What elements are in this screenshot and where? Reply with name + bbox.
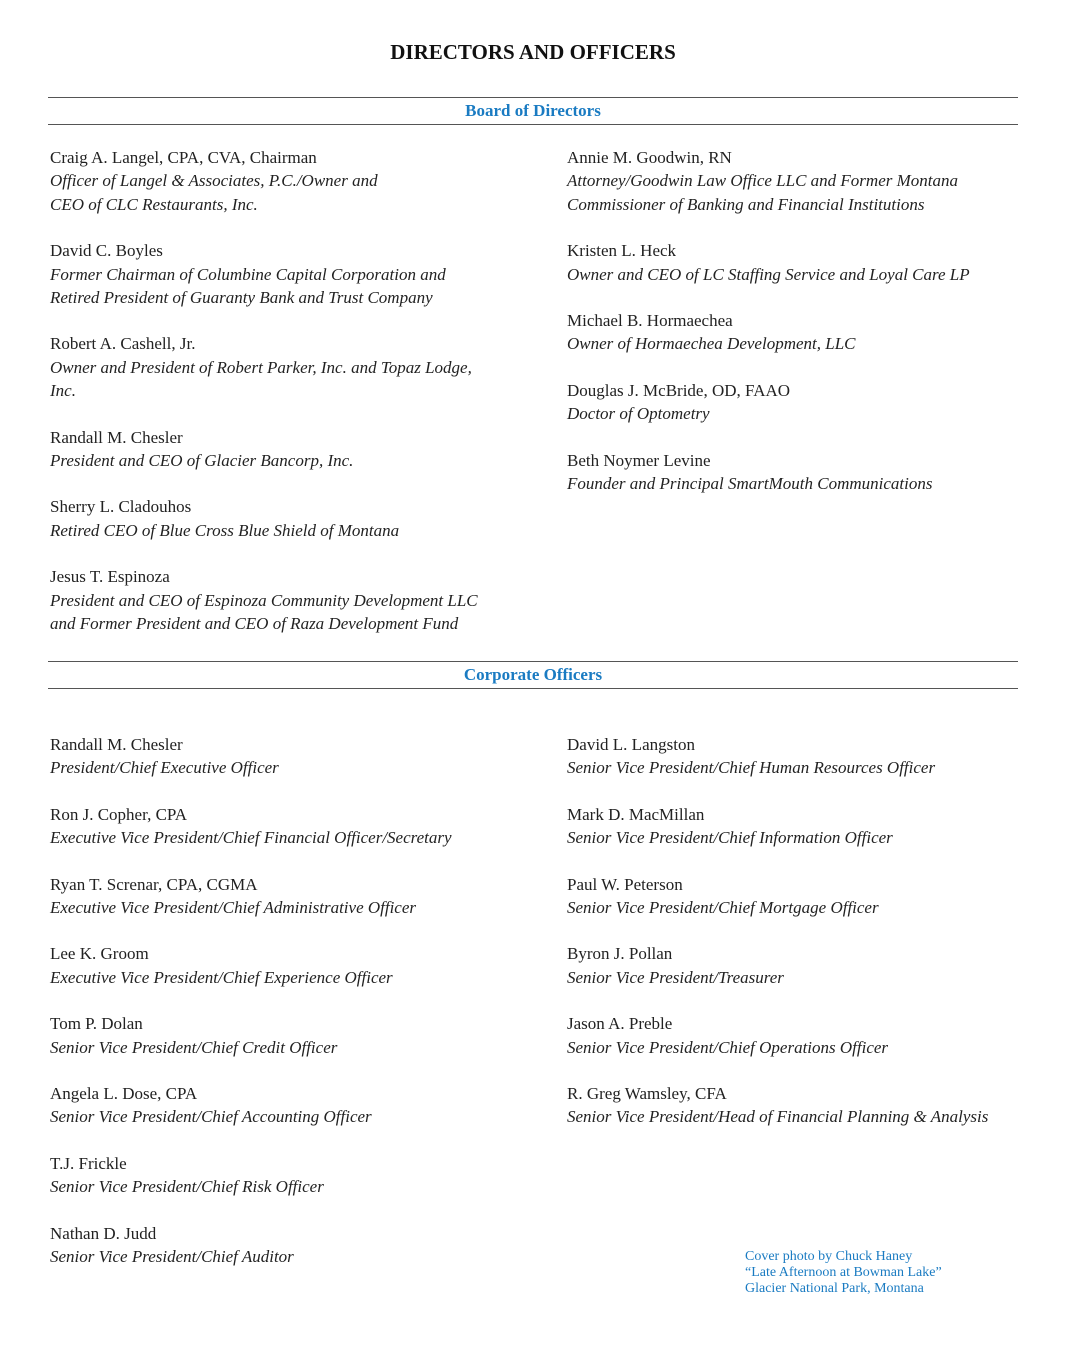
person-entry: [50, 239, 550, 309]
credit-line-location: Glacier National Park, Montana: [745, 1281, 924, 1296]
person-title-line: Owner and CEO of LC Staffing Service and Loyal Care LP: [567, 264, 970, 284]
person-entry: [567, 449, 1062, 496]
person-entry: [567, 1012, 1062, 1059]
person-entry: [50, 332, 550, 402]
person-title-line: Founder and Principal SmartMouth Communications: [567, 474, 933, 494]
person-entry: [50, 733, 550, 780]
board-left-column: [50, 146, 550, 659]
person-entry: [50, 495, 550, 542]
person-entry: [50, 942, 550, 989]
person-title-line: Senior Vice President/Chief Risk Officer: [50, 1177, 324, 1197]
person-title-line: Senior Vice President/Chief Mortgage Officer: [567, 898, 879, 918]
person-entry: [567, 733, 1062, 780]
officers-left-column: [50, 733, 550, 1292]
person-title-line: Retired President of Guaranty Bank and Trust Company: [50, 288, 433, 308]
person-entry: [567, 873, 1062, 920]
person-name: Michael B. Hormaechea: [567, 311, 733, 331]
person-title-line: Owner and President of Robert Parker, Inc. and Topaz Lodge,: [50, 357, 472, 377]
person-title-line: Executive Vice President/Chief Administrative Officer: [50, 898, 417, 918]
person-name: David C. Boyles: [50, 241, 163, 261]
person-name: Paul W. Peterson: [567, 874, 683, 894]
person-title-line: Doctor of Optometry: [567, 404, 710, 424]
person-title-line: Executive Vice President/Chief Experience Officer: [50, 967, 393, 987]
person-title-line: CEO of CLC Restaurants, Inc.: [50, 194, 258, 214]
person-title-line: Attorney/Goodwin Law Office LLC and Former Montana: [567, 171, 958, 191]
person-name: Lee K. Groom: [50, 944, 149, 964]
person-entry: [567, 309, 1062, 356]
person-name: Mark D. MacMillan: [567, 804, 705, 824]
person-name: Sherry L. Cladouhos: [50, 497, 192, 517]
person-title-line: President/Chief Executive Officer: [50, 758, 279, 778]
person-name: Beth Noymer Levine: [567, 450, 711, 470]
person-title-line: Senior Vice President/Chief Operations Officer: [567, 1037, 889, 1057]
person-entry: [567, 379, 1062, 426]
person-title-line: President and CEO of Glacier Bancorp, Inc.: [50, 451, 354, 471]
credit-line-photographer: Cover photo by Chuck Haney: [745, 1249, 913, 1264]
person-title-line: Retired CEO of Blue Cross Blue Shield of Montana: [50, 520, 400, 540]
person-name: Jesus T. Espinoza: [50, 567, 170, 587]
person-name: Byron J. Pollan: [567, 944, 673, 964]
person-name: T.J. Frickle: [50, 1153, 127, 1173]
person-name: Kristen L. Heck: [567, 241, 677, 261]
person-name: R. Greg Wamsley, CFA: [567, 1084, 727, 1104]
person-entry: [50, 873, 550, 920]
person-name: Ron J. Copher, CPA: [50, 804, 188, 824]
person-title-line: Former Chairman of Columbine Capital Corporation and: [50, 264, 446, 284]
person-entry: [567, 239, 1062, 286]
person-title-line: Commissioner of Banking and Financial Institutions: [567, 194, 925, 214]
person-name: Craig A. Langel, CPA, CVA, Chairman: [50, 148, 317, 167]
person-title-line: Inc.: [50, 381, 76, 401]
person-title-line: Officer of Langel & Associates, P.C./Owner and: [50, 171, 378, 191]
person-title-line: Owner of Hormaechea Development, LLC: [567, 334, 856, 354]
person-name: Tom P. Dolan: [50, 1014, 143, 1034]
person-name: Robert A. Cashell, Jr.: [50, 334, 196, 354]
person-entry: [50, 1152, 550, 1199]
person-name: Annie M. Goodwin, RN: [567, 148, 732, 167]
person-title-line: Senior Vice President/Head of Financial Planning & Analysis: [567, 1107, 989, 1127]
person-entry: [567, 146, 1062, 216]
officers-right-column: [567, 733, 1062, 1152]
person-title-line: President and CEO of Espinoza Community Development LLC: [50, 590, 478, 610]
cover-photo-credit: [745, 1249, 942, 1297]
person-entry: [567, 1082, 1062, 1129]
person-entry: [567, 803, 1062, 850]
person-title-line: Senior Vice President/Chief Accounting Officer: [50, 1107, 372, 1127]
page-title: DIRECTORS AND OFFICERS: [390, 40, 676, 64]
person-name: Douglas J. McBride, OD, FAAO: [567, 380, 791, 400]
person-name: Nathan D. Judd: [50, 1223, 157, 1243]
person-name: David L. Langston: [567, 735, 695, 754]
corporate-officers-heading: Corporate Officers: [48, 661, 1018, 689]
person-entry: [50, 803, 550, 850]
person-name: Randall M. Chesler: [50, 735, 183, 754]
person-title-line: Senior Vice President/Chief Credit Officer: [50, 1037, 338, 1057]
person-entry: [50, 565, 550, 635]
board-of-directors-heading: Board of Directors: [48, 97, 1018, 125]
person-title-line: Senior Vice President/Chief Auditor: [50, 1247, 294, 1267]
person-name: Ryan T. Screnar, CPA, CGMA: [50, 874, 258, 894]
person-entry: [50, 426, 550, 473]
person-name: Randall M. Chesler: [50, 427, 183, 447]
person-title-line: Senior Vice President/Chief Information Officer: [567, 828, 893, 848]
person-entry: [50, 1222, 550, 1269]
person-entry: [567, 942, 1062, 989]
person-title-line: Senior Vice President/Chief Human Resources Officer: [567, 758, 936, 778]
person-name: Angela L. Dose, CPA: [50, 1084, 198, 1104]
person-entry: [50, 1082, 550, 1129]
person-title-line: and Former President and CEO of Raza Development Fund: [50, 614, 459, 634]
person-title-line: Executive Vice President/Chief Financial Officer/Secretary: [50, 828, 452, 848]
person-entry: [50, 1012, 550, 1059]
person-title-line: Senior Vice President/Treasurer: [567, 967, 784, 987]
board-right-column: [567, 146, 1062, 518]
person-name: Jason A. Preble: [567, 1014, 673, 1034]
person-entry: [50, 146, 550, 216]
credit-line-photo-title: “Late Afternoon at Bowman Lake”: [745, 1265, 942, 1280]
